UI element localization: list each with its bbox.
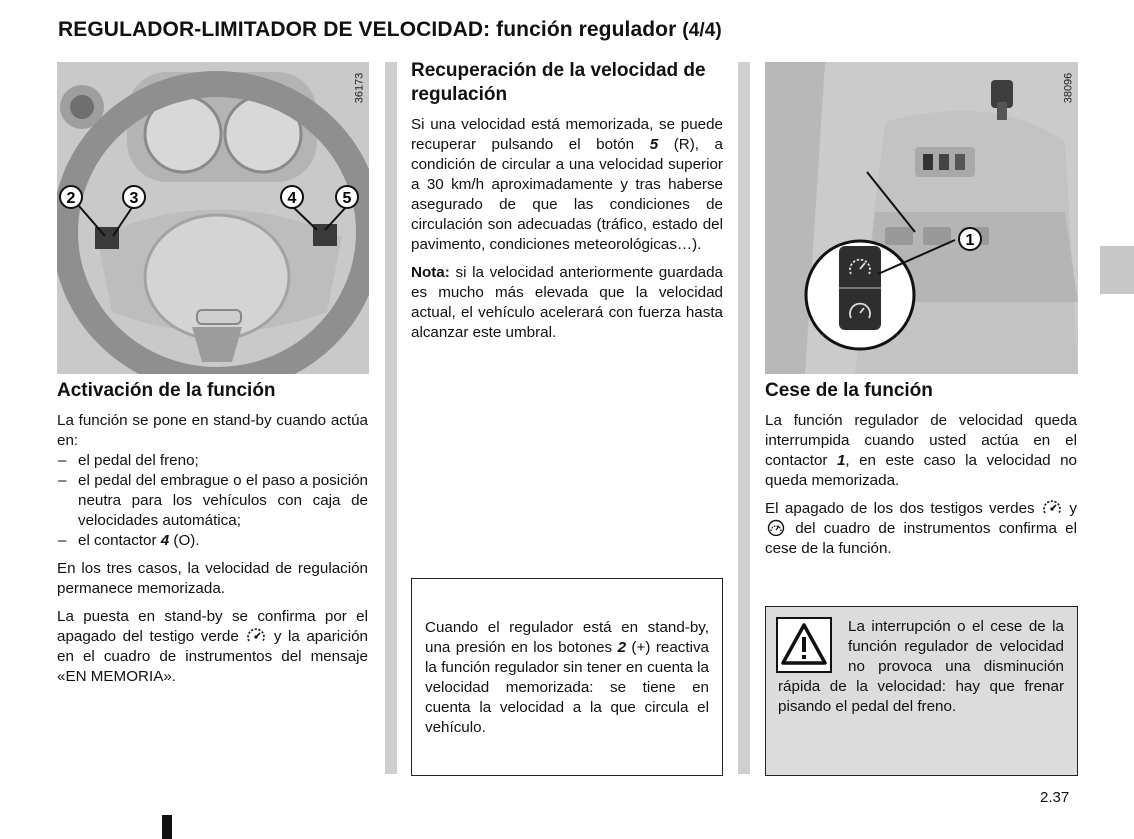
warning-text-spacer <box>778 617 848 675</box>
resume-body <box>411 115 723 351</box>
activation-intro: La función se pone en stand-by cuando actúa en: <box>57 412 368 449</box>
button-number: 2 <box>617 639 627 656</box>
svg-text:4: 4 <box>287 190 297 207</box>
svg-text:1: 1 <box>965 232 975 249</box>
svg-text:3: 3 <box>129 190 139 207</box>
callout-2 <box>60 186 82 208</box>
cancel-body <box>765 411 1077 567</box>
resume-note: Nota: si la velocidad anteriormente guardada es mucho más elevada que la velocidad actual, el vehículo acelerará con fuerza hasta alcanzar este umbral. <box>411 264 723 341</box>
warning-text: La interrupción o el cese de la función regulador de velocidad no provoca una disminución rápida de la velocidad: hay que frenar pisando el pedal del freno. <box>778 618 1064 715</box>
cancel-para-contactor: La función regulador de velocidad queda interrumpida cuando usted actúa en el contactor 1, en este caso la velocidad no queda memorizada. <box>765 412 1077 489</box>
svg-text:2: 2 <box>66 190 76 207</box>
contactor-number: 1 <box>836 452 846 469</box>
contactor-number: 4 <box>160 532 170 549</box>
cancel-heading: Cese de la función <box>765 380 933 401</box>
activation-para-memorized: En los tres casos, la velocidad de regulación permanece memorizada. <box>57 560 368 597</box>
svg-text:5: 5 <box>342 190 352 207</box>
column-gutter-left <box>385 62 397 774</box>
callout-4 <box>281 186 303 208</box>
activation-list-item: – el pedal del freno; <box>57 451 368 471</box>
cruise-control-warning-light-icon <box>245 627 267 644</box>
resume-para: Si una velocidad está memorizada, se puede recuperar pulsando el botón 5 (R), a condición de circular a una velocidad superior a 30 km/h aproximadamente y tras haberse asegurado de que las condiciones de circulación son adecuadas (tráfico, estado del pavimento, condiciones meteorológicas…). <box>411 116 723 253</box>
callout-5 <box>336 186 358 208</box>
section-tab-marker <box>1100 246 1134 294</box>
activation-body <box>57 411 368 695</box>
cruise-control-warning-light-icon <box>1041 499 1063 516</box>
page-number: 2.37 <box>1040 789 1070 806</box>
page-title <box>58 18 722 42</box>
steering-wheel-illustration <box>57 62 369 374</box>
switch-cruise-symbol-icon <box>847 254 873 280</box>
activation-list-item: – el contactor 4 (O). <box>57 531 368 551</box>
dashboard-switch-illustration <box>765 62 1078 374</box>
warning-box <box>765 606 1078 776</box>
callout-layer <box>57 62 369 374</box>
activation-list-item: – el pedal del embrague o el paso a posición neutra para los vehículos con caja de velocidades automática; <box>57 471 368 531</box>
page-title-text: REGULADOR-LIMITADOR DE VELOCIDAD: función regulador <box>58 18 677 41</box>
standby-info-text: Cuando el regulador está en stand-by, una presión en los botones 2 (+) reactiva la función regulador sin tener en cuenta la velocidad memorizada: se tiene en cuenta la velocidad a la que circula el vehículo. <box>425 619 709 736</box>
button-number: 5 <box>649 136 659 153</box>
speed-limiter-warning-light-icon <box>765 519 787 536</box>
activation-heading: Activación de la función <box>57 380 276 401</box>
figure-id: 38096 <box>1062 72 1075 104</box>
activation-para-standby: La puesta en stand-by se confirma por el apagado del testigo verde y la aparición en el cuadro de instrumentos del mensaje «EN MEMORIA». <box>57 608 368 685</box>
page-part-indicator: (4/4) <box>682 20 722 41</box>
cancel-para-lights: El apagado de los dos testigos verdes y del cuadro de instrumentos confirma el cese de la función. <box>765 500 1077 557</box>
callout-1 <box>955 227 985 257</box>
activation-list <box>57 451 368 551</box>
switch-limiter-symbol-icon <box>847 298 873 324</box>
figure-id: 36173 <box>353 72 366 104</box>
standby-info-box <box>411 578 723 776</box>
column-gutter-right <box>738 62 750 774</box>
callout-3 <box>123 186 145 208</box>
resume-heading: Recuperación de la velocidad de regulación <box>411 60 706 105</box>
dashboard-switch-drawing <box>765 62 1078 374</box>
crop-mark <box>162 815 172 839</box>
